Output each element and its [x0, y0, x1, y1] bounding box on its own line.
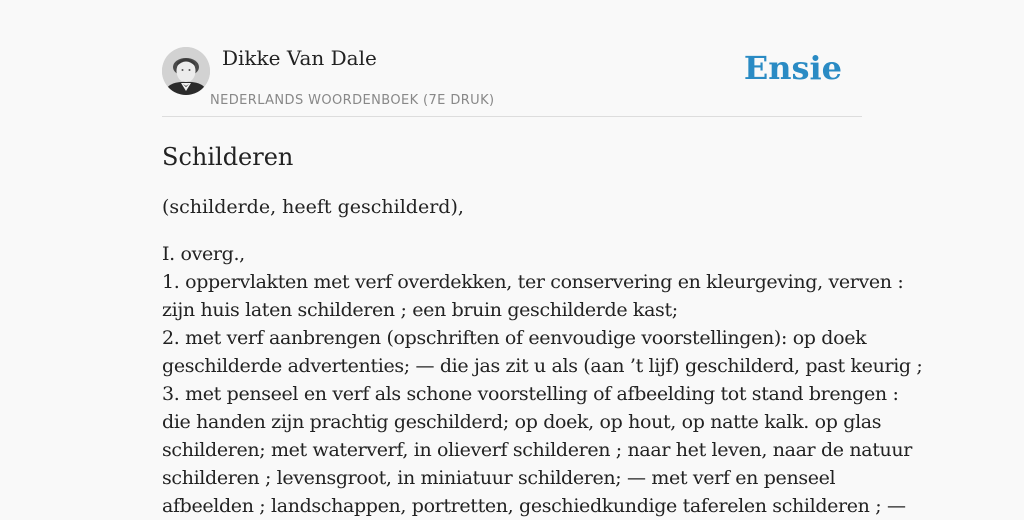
author-portrait-icon — [162, 47, 210, 95]
definition-line: schilderen ; levensgroot, in miniatuur schilderen; — met verf en penseel — [162, 467, 836, 489]
page-header — [162, 0, 862, 117]
definition-line: schilderen; met waterverf, in olieverf schilderen ; naar het leven, naar de natuur — [162, 439, 913, 461]
author-name[interactable]: Dikke Van Dale — [222, 46, 377, 70]
definition-line: zijn huis laten schilderen ; een bruin geschilderde kast; — [162, 299, 678, 321]
dictionary-name[interactable]: NEDERLANDS WOORDENBOEK (7E DRUK) — [210, 93, 495, 108]
definition-line: 1. oppervlakten met verf overdekken, ter conservering en kleurgeving, verven : — [162, 271, 904, 293]
definition-line: afbeelden ; landschappen, portretten, geschiedkundige taferelen schilderen ; — — [162, 495, 906, 517]
entry-title: Schilderen — [162, 143, 294, 171]
entry-content — [162, 142, 923, 520]
definition-line: 3. met penseel en verf als schone voorstelling of afbeelding tot stand brengen : — [162, 383, 899, 405]
author-avatar[interactable] — [162, 47, 210, 95]
definition-line: I. overg., — [162, 243, 245, 265]
entry-grammar: (schilderde, heeft geschilderd), — [162, 196, 464, 218]
definition-line: geschilderde advertenties; — die jas zit u als (aan ’t lijf) geschilderd, past keurig ; — [162, 355, 923, 377]
page — [162, 0, 923, 520]
entry-definition — [162, 240, 923, 520]
ensie-logo[interactable]: Ensie — [743, 49, 842, 87]
definition-line: die handen zijn prachtig geschilderd; op doek, op hout, op natte kalk. op glas — [162, 411, 882, 433]
definition-line: 2. met verf aanbrengen (opschriften of eenvoudige voorstellingen): op doek — [162, 327, 867, 349]
